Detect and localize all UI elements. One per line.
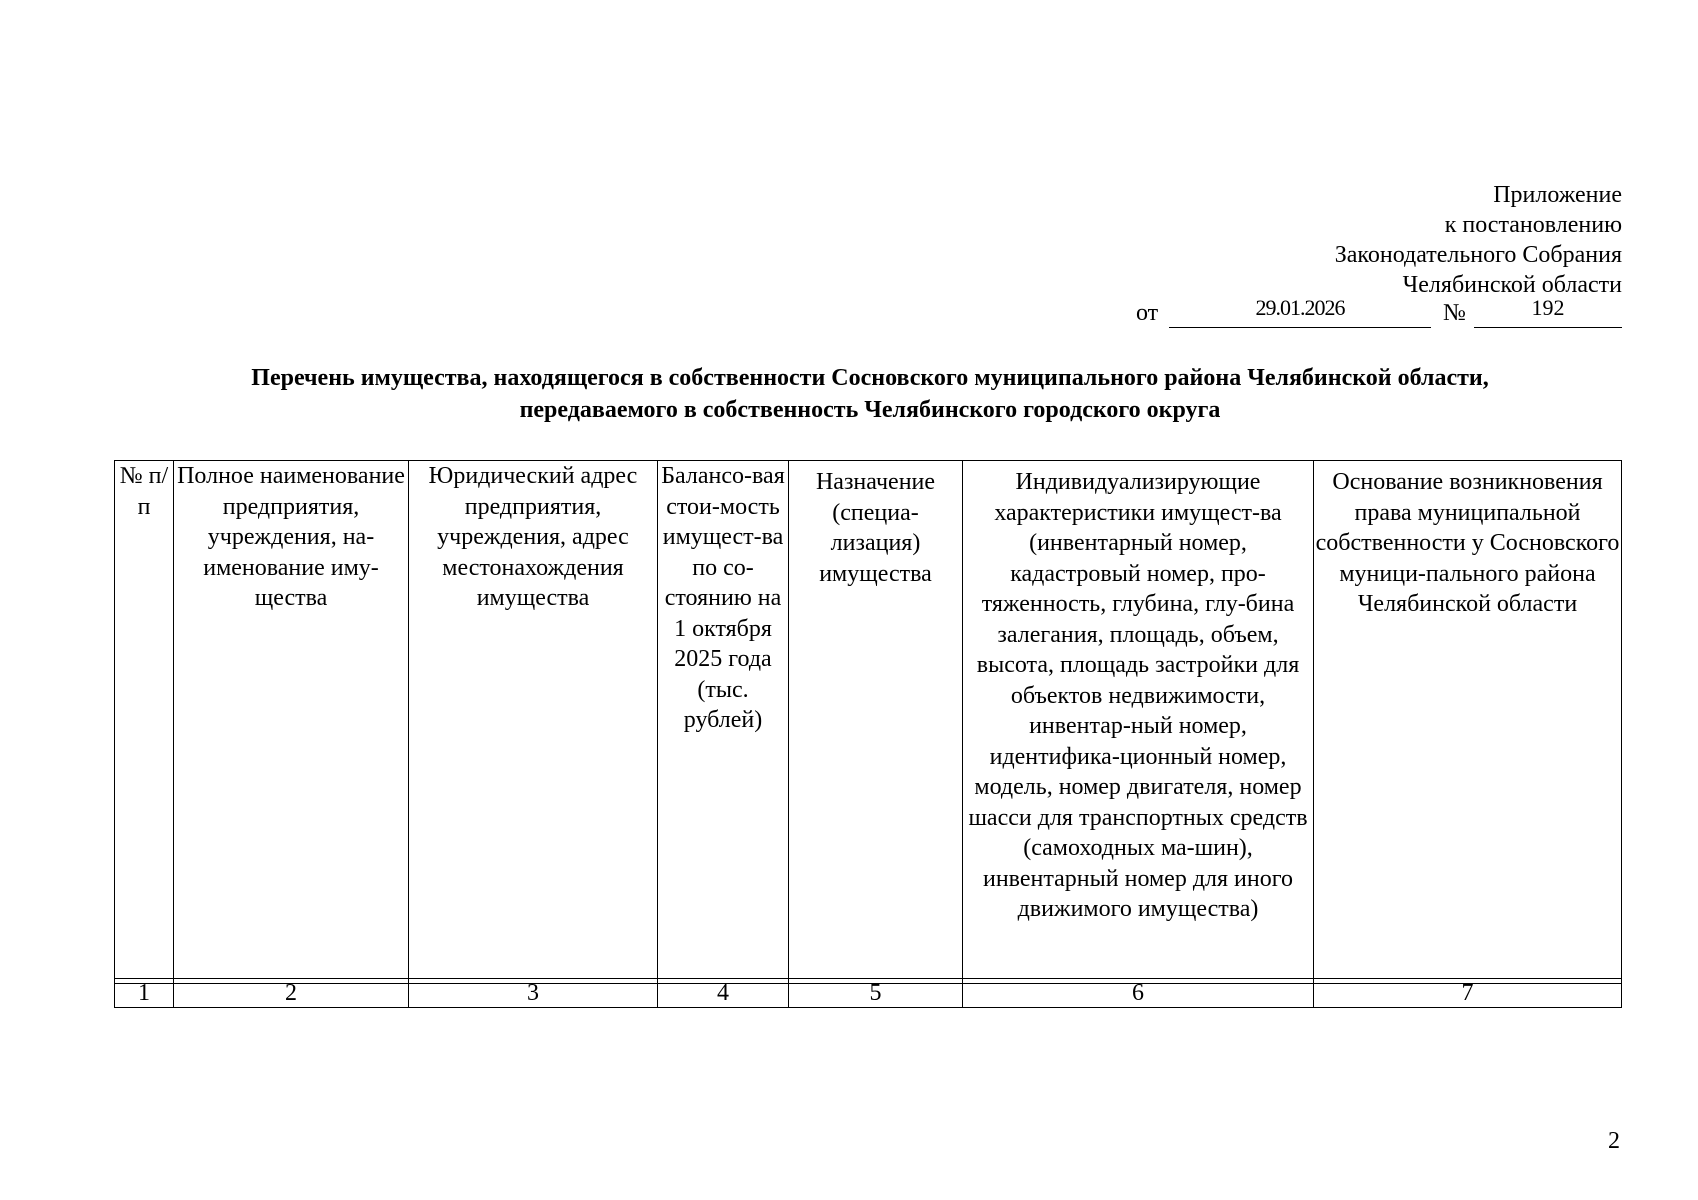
header-cell-address: Юридический адрес предприятия, учреждения, адрес местонахождения имущества <box>409 461 658 984</box>
title-line-1: Перечень имущества, находящегося в собственности Сосновского муниципального района Челябинской области, <box>251 365 1489 391</box>
resolution-date: 29.01.2026 <box>1169 294 1431 328</box>
from-label: от <box>1136 300 1159 326</box>
column-number: 5 <box>789 979 963 1008</box>
column-number: 6 <box>963 979 1314 1008</box>
document-title <box>160 362 1580 426</box>
column-number-row <box>114 978 1622 1008</box>
resolution-number: 192 <box>1474 294 1622 328</box>
appendix-line: Приложение <box>1493 182 1622 208</box>
header-cell-name: Полное наименование предприятия, учреждения, на-именование иму-щества <box>174 461 409 984</box>
table-row <box>115 979 1622 1008</box>
appendix-line: к постановлению <box>1444 212 1622 238</box>
appendix-line: Законодательного Собрания <box>1334 242 1622 268</box>
column-number: 2 <box>174 979 409 1008</box>
number-label: № <box>1443 300 1466 326</box>
page-number: 2 <box>1608 1128 1620 1154</box>
column-number: 7 <box>1314 979 1622 1008</box>
column-number: 3 <box>409 979 658 1008</box>
column-number: 1 <box>115 979 174 1008</box>
title-line-2: передаваемого в собственность Челябинского городского округа <box>519 397 1221 423</box>
property-table-header <box>114 460 1622 984</box>
appendix-block <box>1335 180 1622 300</box>
header-row <box>115 461 1622 984</box>
column-number: 4 <box>658 979 789 1008</box>
header-cell-purpose: Назначение (специа-лизация) имущества <box>789 461 963 984</box>
appendix-line: Челябинской области <box>1402 272 1622 298</box>
header-cell-ownership-basis: Основание возникновения права муниципальной собственности у Сосновского муници-пального района Челябинской области <box>1314 461 1622 984</box>
header-cell-balance-value: Балансо-вая стои-мость имущест-ва по со-стоянию на 1 октября 2025 года (тыс. рублей) <box>658 461 789 984</box>
header-cell-characteristics: Индивидуализирующие характеристики имущест-ва (инвентарный номер, кадастровый номер, про-тяженность, глубина, глу-бина залегания, площадь, объем, высота, площадь застройки для объектов недвижимости, инвентар-ный номер, идентифика-ционный номер, модель, номер двигателя, номер шасси для транспортных средств (самоходных ма-шин), инвентарный номер для иного движимого имущества) <box>963 461 1314 984</box>
resolution-date-number <box>1136 294 1622 330</box>
header-cell-number: № п/п <box>115 461 174 984</box>
